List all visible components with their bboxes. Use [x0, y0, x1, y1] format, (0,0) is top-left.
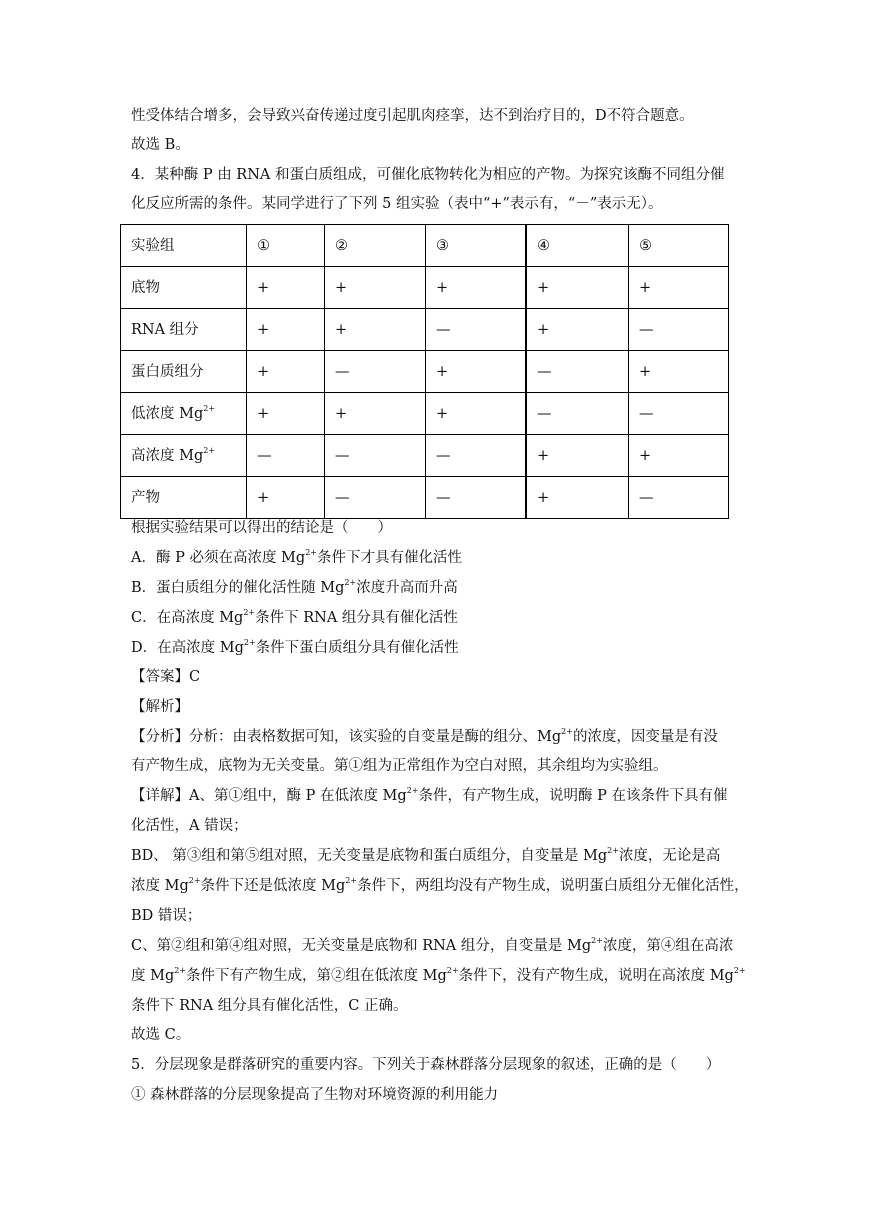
option-text: 条件下才具有催化活性 — [316, 550, 462, 566]
row-label — [121, 435, 247, 477]
question-4-line-1: 4．某种酶 P 由 RNA 和蛋白质组成，可催化底物转化为相应的产物。为探究该酶不同组分催 — [131, 167, 725, 183]
table-cell: + — [247, 309, 325, 351]
table-cell: + — [247, 393, 325, 435]
analysis-line — [131, 756, 668, 776]
analysis-text: BD、 第③组和第⑤组对照，无关变量是底物和蛋白质组分，自变量是 Mg — [131, 848, 608, 864]
superscript: 2+ — [203, 445, 216, 455]
table-cell: — — [247, 435, 325, 477]
superscript: 2+ — [607, 846, 619, 855]
table-cell: — — [426, 309, 527, 351]
superscript: 2+ — [345, 876, 358, 885]
table-cell: — — [526, 351, 629, 393]
table-header-cell: 实验组 — [121, 225, 247, 267]
table-cell: + — [325, 267, 426, 309]
superscript: 2+ — [174, 966, 187, 975]
analysis-text: 条件下，两组均没有产物生成，说明蛋白质组分无催化活性， — [357, 878, 749, 894]
table-header-cell: ⑤ — [629, 225, 729, 267]
analysis-text: 条件下有产物生成，第②组在低浓度 Mg — [186, 968, 447, 984]
question-stem: 根据实验结果可以得出的结论是（ ） — [131, 520, 392, 536]
row-label — [121, 477, 247, 519]
table-cell: + — [426, 267, 527, 309]
row-label-text: 低浓度 Mg — [131, 405, 204, 422]
table-cell: + — [526, 435, 629, 477]
option-b — [131, 578, 458, 598]
analysis-line — [131, 846, 720, 866]
table-cell: — — [325, 351, 426, 393]
option-text: D．在高浓度 Mg — [131, 640, 244, 656]
analysis-line — [131, 936, 733, 956]
analysis-text: 故选 C。 — [131, 1027, 191, 1043]
table-row — [121, 309, 729, 351]
table-row — [121, 477, 729, 519]
table-cell: + — [325, 309, 426, 351]
analysis-text: 度 Mg — [131, 968, 175, 984]
table-header-cell: ① — [247, 225, 325, 267]
superscript: 2+ — [733, 966, 746, 975]
row-label-text: 底物 — [131, 279, 160, 296]
question-5-item: ① 森林群落的分层现象提高了生物对环境资源的利用能力 — [131, 1087, 499, 1103]
table-cell: + — [247, 351, 325, 393]
table-row — [121, 351, 729, 393]
analysis-line — [131, 1025, 190, 1045]
analysis-text: 条件下还是低浓度 Mg — [200, 878, 346, 894]
table-cell: — — [426, 477, 527, 519]
table-cell: + — [247, 477, 325, 519]
table-cell: — — [325, 435, 426, 477]
table-cell: — — [629, 309, 729, 351]
option-text: C．在高浓度 Mg — [131, 610, 244, 626]
analysis-text: 条件下，没有产物生成，说明在高浓度 Mg — [458, 968, 734, 984]
option-text: B．蛋白质组分的催化活性随 Mg — [131, 580, 345, 596]
option-c — [131, 608, 458, 628]
analysis-line — [131, 786, 727, 806]
option-d — [131, 638, 459, 658]
table-cell: + — [526, 477, 629, 519]
option-text: A．酶 P 必须在高浓度 Mg — [131, 550, 306, 566]
analysis-line — [131, 906, 201, 926]
table-cell: + — [325, 393, 426, 435]
row-label-text: RNA 组分 — [131, 321, 199, 338]
table-cell: + — [426, 351, 527, 393]
table-cell: — — [325, 477, 426, 519]
table-header-cell: ④ — [526, 225, 629, 267]
table-row — [121, 435, 729, 477]
option-text: 条件下 RNA 组分具有催化活性 — [255, 610, 458, 626]
superscript: 2+ — [591, 936, 603, 945]
analysis-text: 浓度，第④组在高浓 — [602, 938, 734, 954]
row-label-text: 蛋白质组分 — [131, 363, 204, 380]
text-line: 故选 B。 — [131, 137, 190, 153]
row-label — [121, 393, 247, 435]
superscript: 2+ — [561, 727, 573, 736]
table-cell: + — [629, 267, 729, 309]
analysis-text: 浓度，无论是高 — [618, 848, 721, 864]
analysis-text: 条件下 RNA 组分具有催化活性，C 正确。 — [131, 998, 408, 1014]
analysis-line — [131, 727, 718, 747]
analysis-line — [131, 966, 746, 986]
table-cell: + — [526, 309, 629, 351]
analysis-text: C、第②组和第④组对照，无关变量是底物和 RNA 组分，自变量是 Mg — [131, 938, 592, 954]
superscript: 2+ — [243, 608, 256, 617]
table-header-row — [121, 225, 729, 267]
experiment-table — [120, 224, 729, 519]
table-cell: + — [629, 435, 729, 477]
superscript: 2+ — [243, 638, 256, 647]
option-text: 浓度升高而升高 — [356, 580, 458, 596]
row-label-text: 产物 — [131, 489, 160, 506]
table-cell: — — [426, 435, 527, 477]
table-cell: — — [629, 477, 729, 519]
table-row — [121, 393, 729, 435]
superscript: 2+ — [305, 548, 317, 557]
analysis-text: 化活性，A 错误； — [131, 818, 248, 834]
text-line: 性受体结合增多，会导致兴奋传递过度引起肌肉痉挛，达不到治疗目的，D不符合题意。 — [131, 108, 694, 124]
row-label — [121, 351, 247, 393]
analysis-text: BD 错误； — [131, 908, 202, 924]
table-cell: + — [426, 393, 527, 435]
superscript: 2+ — [188, 876, 201, 885]
table-header-cell: ② — [325, 225, 426, 267]
row-label — [121, 267, 247, 309]
table-header-cell: ③ — [426, 225, 527, 267]
table-cell: + — [629, 351, 729, 393]
question-5-stem: 5．分层现象是群落研究的重要内容。下列关于森林群落分层现象的叙述，正确的是（ ） — [131, 1057, 721, 1073]
analysis-text: 【详解】A、第①组中，酶 P 在低浓度 Mg — [131, 788, 407, 804]
superscript: 2+ — [406, 786, 419, 795]
answer-line: 【答案】C — [131, 669, 201, 685]
option-text: 条件下蛋白质组分具有催化活性 — [255, 640, 459, 656]
table-cell: — — [526, 393, 629, 435]
analysis-text: 浓度 Mg — [131, 878, 189, 894]
analysis-line — [131, 876, 749, 896]
table-cell: — — [629, 393, 729, 435]
analysis-text: 有产物生成，底物为无关变量。第①组为正常组作为空白对照，其余组均为实验组。 — [131, 758, 668, 774]
row-label — [121, 309, 247, 351]
analysis-text: 【分析】分析：由表格数据可知，该实验的自变量是酶的组分、Mg — [131, 729, 562, 745]
superscript: 2+ — [203, 403, 216, 413]
superscript: 2+ — [446, 966, 459, 975]
analysis-text: 的浓度，因变量是有没 — [572, 729, 718, 745]
analysis-title: 【解析】 — [131, 699, 189, 715]
table-cell: + — [526, 267, 629, 309]
table-cell: + — [247, 267, 325, 309]
analysis-line — [131, 816, 248, 836]
question-4-line-2: 化反应所需的条件。某同学进行了下列 5 组实验（表中“+”表示有，“－”表示无）。 — [131, 196, 663, 212]
option-a — [131, 548, 462, 568]
row-label-text: 高浓度 Mg — [131, 447, 204, 464]
analysis-text: 条件，有产物生成，说明酶 P 在该条件下具有催 — [418, 788, 728, 804]
table-row — [121, 267, 729, 309]
superscript: 2+ — [344, 578, 357, 587]
analysis-line — [131, 996, 408, 1016]
